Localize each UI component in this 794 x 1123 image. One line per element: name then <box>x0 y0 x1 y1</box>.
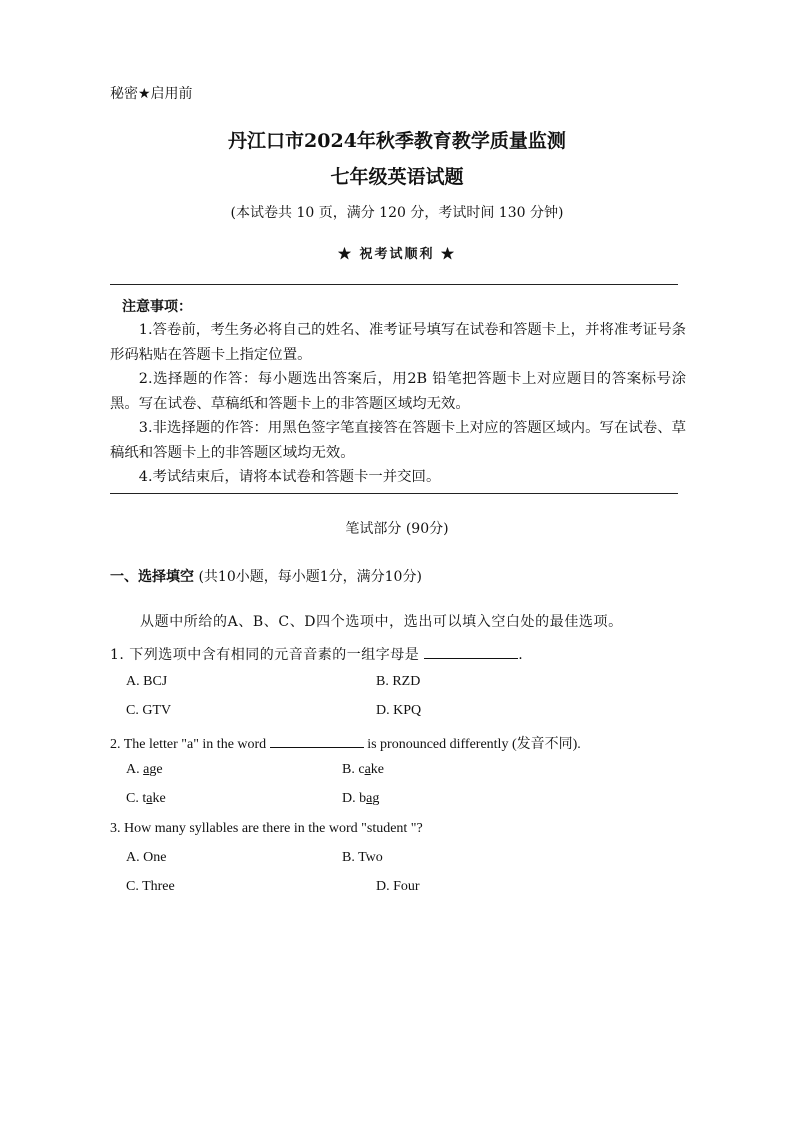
part-instruction: 从题中所给的A、B、C、D四个选项中，选出可以填入空白处的最佳选项。 <box>140 614 623 630</box>
question-1-text: 1. 下列选项中含有相同的元音音素的一组字母是 <box>110 647 420 663</box>
section-heading: 笔试部分 (90分) <box>345 521 449 537</box>
part-heading <box>110 566 422 586</box>
option-rest: ke <box>370 762 384 777</box>
question-1-stem <box>110 644 523 664</box>
question-2-end: is pronounced differently (发音不同). <box>367 737 581 752</box>
question-3-stem: 3. How many syllables are there in the word "student "? <box>110 821 423 836</box>
option-a[interactable]: A. BCJ <box>126 674 168 689</box>
option-b[interactable]: B. Two <box>342 850 383 865</box>
option-rest: g <box>372 791 380 806</box>
notice-title: 注意事项： <box>122 299 192 315</box>
underlined-letter: a <box>146 791 153 806</box>
option-c[interactable] <box>126 791 166 807</box>
notice-item: 3.非选择题的作答：用黑色签字笔直接答在答题卡上对应的答题区域内。写在试卷、草稿纸和答题卡上的非答题区域均无效。 <box>110 420 686 461</box>
option-label: D. b <box>342 791 367 806</box>
divider-top <box>110 284 678 285</box>
option-c[interactable]: C. Three <box>126 879 175 894</box>
option-a[interactable] <box>126 762 163 778</box>
exam-subtitle: 七年级英语试题 <box>330 166 464 188</box>
part-title: 一、选择填空 <box>110 569 194 585</box>
option-rest: ge <box>149 762 163 777</box>
option-label: C. t <box>126 791 147 806</box>
option-d[interactable]: D. Four <box>376 879 420 894</box>
divider-bottom <box>110 493 678 494</box>
notice-item: 4.考试结束后，请将本试卷和答题卡一并交回。 <box>138 469 441 485</box>
notice-list <box>110 318 686 490</box>
notice-item: 2.选择题的作答：每小题选出答案后，用2B 铅笔把答题卡上对应题目的答案标号涂黑。写在试卷、草稿纸和答题卡上的非答题区域均无效。 <box>110 371 686 412</box>
answer-blank[interactable] <box>424 646 518 659</box>
question-1-end: . <box>518 647 524 663</box>
option-b[interactable]: B. RZD <box>376 674 421 689</box>
underlined-letter: a <box>366 791 373 806</box>
good-luck-line: ★ 祝考试顺利 ★ <box>337 247 457 262</box>
notice-item: 1.答卷前，考生务必将自己的姓名、准考证号填写在试卷和答题卡上，并将准考证号条形码粘贴在答题卡上指定位置。 <box>110 322 686 363</box>
exam-info: (本试卷共 10 页，满分 120 分，考试时间 130 分钟) <box>230 205 564 221</box>
underlined-letter: a <box>364 762 371 777</box>
option-d[interactable] <box>342 791 379 807</box>
option-rest: ke <box>152 791 166 806</box>
option-b[interactable] <box>342 762 384 778</box>
question-2-stem <box>110 733 581 753</box>
option-label: A. <box>126 762 144 777</box>
option-a[interactable]: A. One <box>126 850 167 865</box>
option-d[interactable]: D. KPQ <box>376 703 422 718</box>
exam-title: 丹江口市2024年秋季教育教学质量监测 <box>228 130 566 152</box>
secret-mark: 秘密★启用前 <box>110 86 193 102</box>
question-2-text: 2. The letter "a" in the word <box>110 737 267 752</box>
option-c[interactable]: C. GTV <box>126 703 172 718</box>
answer-blank[interactable] <box>270 735 364 748</box>
part-info: (共10小题，每小题1分，满分10分) <box>198 569 422 585</box>
option-label: B. c <box>342 762 365 777</box>
underlined-letter: a <box>143 762 150 777</box>
